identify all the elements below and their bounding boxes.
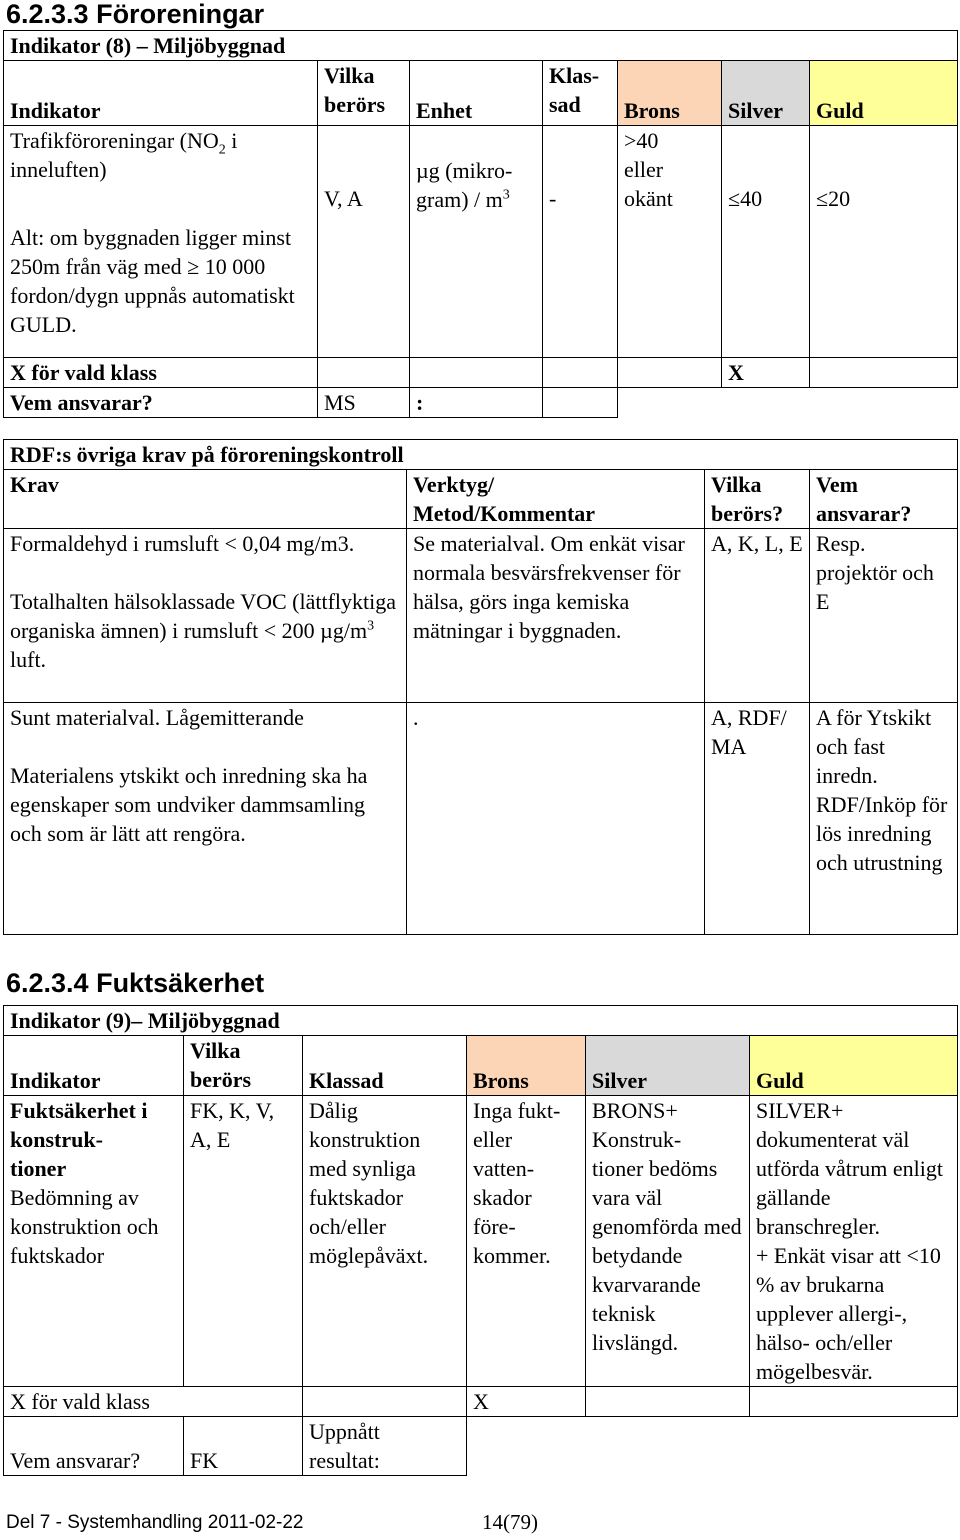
- rdf-title: RDF:s övriga krav på föroreningskontroll: [4, 440, 958, 470]
- indicator-8-title: Indikator (8) – Miljöbyggnad: [4, 31, 958, 61]
- vem-ansvarar-label: Vem ansvarar?: [4, 388, 318, 418]
- ind9-header-brons: Brons: [467, 1036, 586, 1096]
- indikator-text-a: Trafikföroreningar (NO: [10, 128, 219, 153]
- x-cell-guld[interactable]: [810, 358, 958, 388]
- ansvar-empty: [543, 388, 618, 418]
- footer-document-info: Del 7 - Systemhandling 2011-02-22: [6, 1512, 304, 1533]
- ind9-header-guld: Guld: [750, 1036, 958, 1096]
- cell-vilka-berors: [318, 126, 410, 358]
- ind9-spacer-1: [467, 1417, 586, 1476]
- header-enhet: Enhet: [410, 61, 543, 126]
- ind9-cell-silver: BRONS+ Konstruk- tioner bedöms vara väl genomförda med betydande kvarvarande teknisk livslängd.: [586, 1096, 750, 1387]
- ind9-header-vilka-berors: Vilka berörs: [184, 1036, 303, 1096]
- header-vilka-berors: Vilka berörs: [318, 61, 410, 126]
- rdf-row-1-superscript: 3: [367, 618, 375, 634]
- no2-subscript: 2: [218, 142, 226, 158]
- enhet-superscript: 3: [502, 187, 510, 203]
- rdf-header-verktyg: Verktyg/ Metod/Kommentar: [407, 470, 705, 529]
- ind9-x-cell-silver[interactable]: [586, 1387, 750, 1417]
- indikator-text-b: i inneluften): [10, 128, 238, 182]
- rdf-row-2-krav: Sunt materialval. Lågemitterande Materialens ytskikt och inredning ska ha egenskaper som undviker dammsamling och som är lätt att rengöra.: [4, 703, 407, 935]
- klassad-value: -: [549, 186, 557, 211]
- ind9-spacer-2: [586, 1417, 750, 1476]
- ind9-uppnatt-resultat: Uppnått resultat:: [303, 1417, 467, 1476]
- ind9-x-label: X för vald klass: [4, 1387, 303, 1417]
- guld-value: ≤20: [816, 186, 851, 211]
- ind9-header-klassad: Klassad: [303, 1036, 467, 1096]
- ind9-cell-vilka-berors: FK, K, V, A, E: [184, 1096, 303, 1387]
- enhet-text: µg (mikro- gram) / m: [416, 158, 513, 212]
- vilka-berors-value: V, A: [324, 186, 363, 211]
- ind9-indikator-title: Fuktsäkerhet i konstruk- tioner: [10, 1098, 148, 1181]
- indikator-trafikfororeningar: [4, 126, 318, 358]
- x-cell-enhet: [410, 358, 543, 388]
- section-heading-fuktsakerhet: 6.2.3.4 Fuktsäkerhet: [6, 968, 265, 998]
- ansvar-colon: :: [410, 388, 543, 418]
- cell-klassad: [543, 126, 618, 358]
- rdf-header-vilka: Vilka berörs?: [705, 470, 810, 529]
- rdf-row-1-krav: [4, 529, 407, 703]
- brons-value: >40 eller okänt: [624, 128, 673, 211]
- rdf-row-1-vem: Resp. projektör och E: [810, 529, 958, 703]
- vem-ansvarar-value[interactable]: MS: [318, 388, 410, 418]
- ind9-x-cell-brons[interactable]: X: [467, 1387, 586, 1417]
- silver-value: ≤40: [728, 186, 763, 211]
- rdf-row-1-vilka: A, K, L, E: [705, 529, 810, 703]
- rdf-row-2-vem: A för Ytskikt och fast inredn. RDF/Inköp för lös inredning och utrustning: [810, 703, 958, 935]
- ind9-header-indikator: Indikator: [4, 1036, 184, 1096]
- ind9-cell-guld: SILVER+ dokumenterat väl utförda våtrum enligt gällande branschregler. + Enkät visar att <10 % av brukarna upplever allergi-, hälso- och/eller mögelbesvär.: [750, 1096, 958, 1387]
- ind9-indikator-desc: Bedömning av konstruktion och fuktskador: [10, 1185, 159, 1268]
- x-cell-klassad: [543, 358, 618, 388]
- cell-brons: [618, 126, 722, 358]
- rdf-header-vem: Vem ansvarar?: [810, 470, 958, 529]
- ind9-vem-ansvarar-label: Vem ansvarar?: [4, 1417, 184, 1476]
- header-guld: Guld: [810, 61, 958, 126]
- section-heading-fororeningar: 6.2.3.3 Föroreningar: [6, 0, 265, 29]
- ind9-header-silver: Silver: [586, 1036, 750, 1096]
- ansvar-spacer-1: [618, 388, 722, 418]
- indicator-9-title: Indikator (9)– Miljöbyggnad: [4, 1006, 958, 1036]
- ansvar-spacer-2: [722, 388, 810, 418]
- ind9-cell-klassad: Dålig konstruktion med synliga fuktskador och/eller möglepåväxt.: [303, 1096, 467, 1387]
- rdf-row-1-krav-text: Formaldehyd i rumsluft < 0,04 mg/m3. Totalhalten hälsoklassade VOC (lättflyktiga organiska ämnen) i rumsluft < 200 µg/m: [10, 531, 397, 643]
- x-cell-silver[interactable]: X: [722, 358, 810, 388]
- ind9-x-cell-klassad[interactable]: [303, 1387, 467, 1417]
- ind9-cell-brons: Inga fukt- eller vatten- skador före- kommer.: [467, 1096, 586, 1387]
- rdf-row-2-vilka: A, RDF/ MA: [705, 703, 810, 935]
- indicator-8-table: [3, 30, 958, 418]
- cell-guld: [810, 126, 958, 358]
- rdf-header-krav: Krav: [4, 470, 407, 529]
- ansvar-spacer-3: [810, 388, 958, 418]
- ind9-spacer-3: [750, 1417, 958, 1476]
- x-cell-vilka: [318, 358, 410, 388]
- header-indikator: Indikator: [4, 61, 318, 126]
- header-klassad: Klas- sad: [543, 61, 618, 126]
- rdf-row-2-verktyg: .: [407, 703, 705, 935]
- rdf-row-1-krav-tail: luft.: [10, 647, 47, 672]
- page-number: 14(79): [482, 1510, 538, 1534]
- ind9-vem-ansvarar-value[interactable]: FK: [184, 1417, 303, 1476]
- ind9-x-cell-guld[interactable]: [750, 1387, 958, 1417]
- indicator-9-table: [3, 1005, 958, 1476]
- ind9-cell-indikator: [4, 1096, 184, 1387]
- x-cell-brons[interactable]: [618, 358, 722, 388]
- rdf-row-1-verktyg: Se materialval. Om enkät visar normala besvärsfrekvenser för hälsa, görs inga kemiska mätningar i byggnaden.: [407, 529, 705, 703]
- rdf-requirements-table: [3, 439, 958, 935]
- header-brons: Brons: [618, 61, 722, 126]
- alt-note: Alt: om byggnaden ligger minst 250m från väg med ≥ 10 000 fordon/dygn uppnås automatiskt GULD.: [10, 225, 295, 337]
- cell-enhet: [410, 126, 543, 358]
- header-silver: Silver: [722, 61, 810, 126]
- cell-silver: [722, 126, 810, 358]
- x-for-vald-klass-label: X för vald klass: [4, 358, 318, 388]
